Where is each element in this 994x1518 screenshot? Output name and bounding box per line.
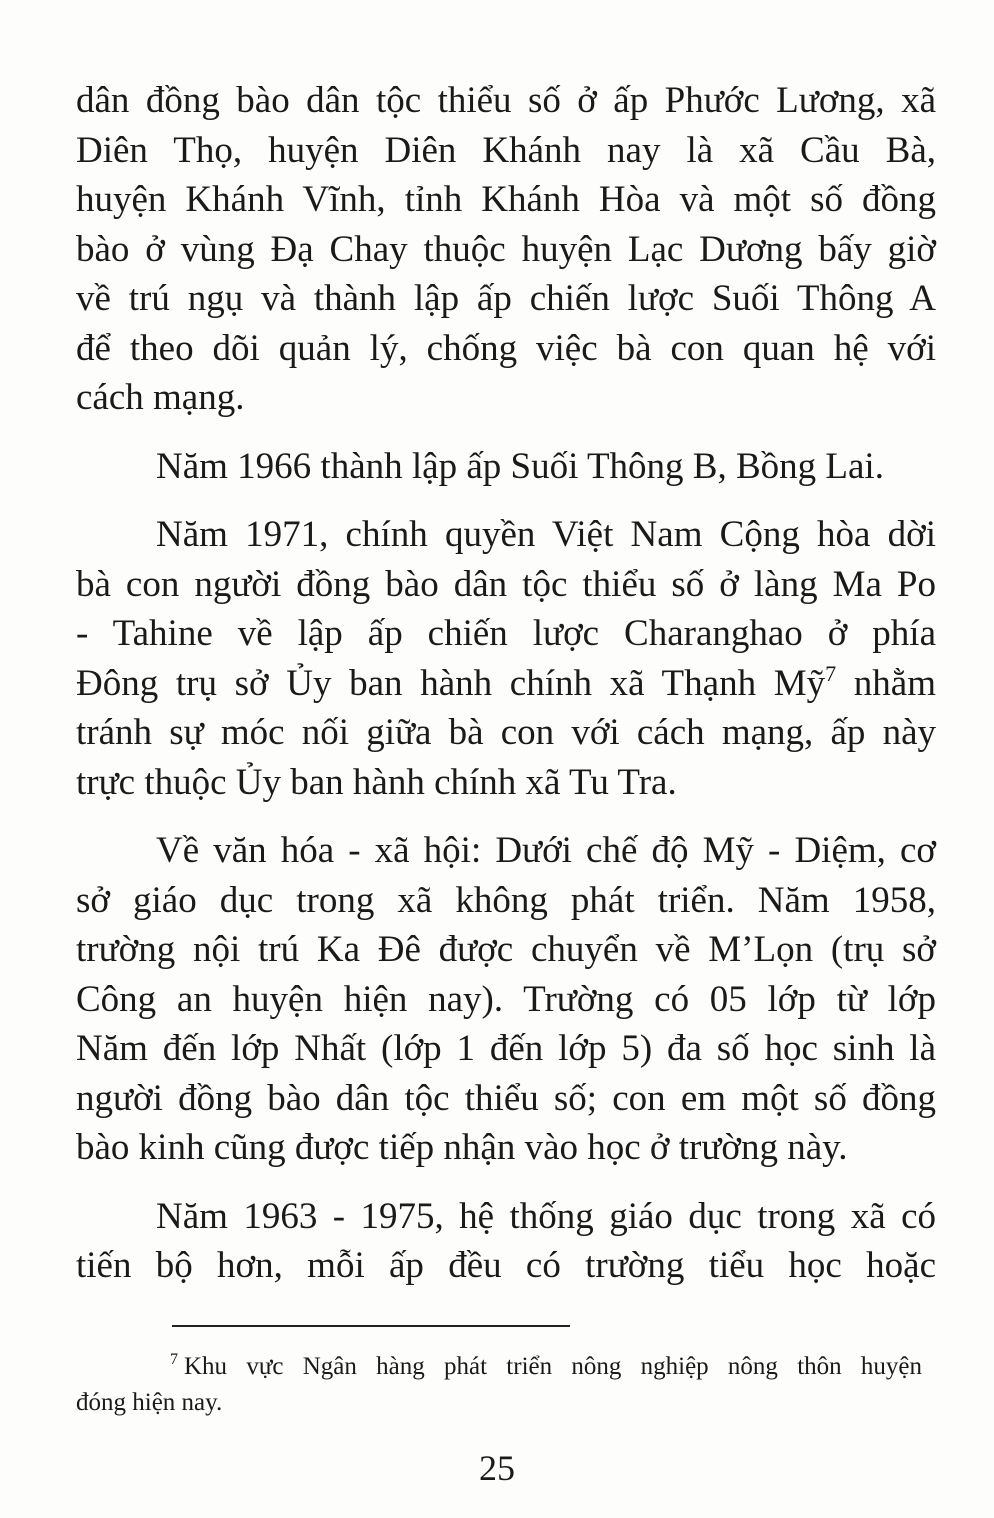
text-line: tránh sự móc nối giữa bà con với cách mạng, ấp này: [76, 712, 936, 753]
footnote: [76, 1349, 922, 1421]
paragraph: [76, 442, 936, 492]
text-line: trực thuộc Ủy ban hành chính xã Tu Tra.: [76, 761, 677, 803]
text-line: Năm 1971, chính quyền Việt Nam Cộng hòa dời: [156, 514, 936, 555]
text-line: người đồng bào dân tộc thiểu số; con em một số đồng: [76, 1077, 936, 1119]
text-line: Về văn hóa - xã hội: Dưới chế độ Mỹ - Diệm, cơ: [156, 830, 936, 871]
footnote-text: Khu vực Ngân hàng phát triển nông nghiệp nông thôn huyện: [184, 1353, 922, 1380]
text-line: để theo dõi quản lý, chống việc bà con quan hệ với: [76, 327, 936, 369]
paragraph: [76, 826, 936, 1173]
footnote-line: đóng hiện nay.: [76, 1389, 223, 1416]
text-line: dân đồng bào dân tộc thiểu số ở ấp Phước Lương, xã: [76, 80, 936, 121]
text-line: bào kinh cũng được tiếp nhận vào học ở trường này.: [76, 1127, 848, 1168]
text-line: tiến bộ hơn, mỗi ấp đều có trường tiểu học hoặc: [76, 1245, 936, 1286]
footnote-marker: 7: [170, 1351, 178, 1368]
text-line: Công an huyện hiện nay). Trường có 05 lớp từ lớp: [76, 978, 936, 1020]
paragraph: [76, 1192, 936, 1291]
text-line: cách mạng.: [76, 377, 245, 418]
text-line: Năm 1963 - 1975, hệ thống giáo dục trong xã có: [156, 1195, 936, 1237]
text-line: huyện Khánh Vĩnh, tỉnh Khánh Hòa và một số đồng: [76, 179, 936, 220]
footnote-line: [76, 1349, 922, 1385]
text-line: Diên Thọ, huyện Diên Khánh nay là xã Cầu Bà,: [76, 129, 936, 171]
text-line: sở giáo dục trong xã không phát triển. Năm 1958,: [76, 879, 936, 921]
text-line: trường nội trú Ka Đê được chuyển về M’Lọn (trụ sở: [76, 929, 936, 970]
footnote-reference[interactable]: 7: [825, 660, 837, 686]
text-line: bà con người đồng bào dân tộc thiểu số ở làng Ma Po: [76, 563, 936, 605]
paragraph: [76, 76, 936, 423]
text-line-with-footnote: [76, 659, 936, 709]
text-segment: nhằm: [836, 662, 936, 704]
text-line: Năm đến lớp Nhất (lớp 1 đến lớp 5) đa số học sinh là: [76, 1028, 936, 1069]
page-number: 25: [479, 1448, 515, 1488]
footnote-separator: [172, 1325, 570, 1327]
text-segment: Đông trụ sở Ủy ban hành chính xã Thạnh Mỹ: [76, 662, 826, 704]
text-line: Năm 1966 thành lập ấp Suối Thông B, Bồng Lai.: [156, 445, 884, 487]
body-text: [76, 76, 936, 1291]
text-line: về trú ngụ và thành lập ấp chiến lược Suối Thông A: [76, 278, 936, 319]
text-line: bào ở vùng Đạ Chay thuộc huyện Lạc Dương bấy giờ: [76, 228, 936, 270]
paragraph: [76, 510, 936, 807]
text-line: - Tahine về lập ấp chiến lược Charanghao ở phía: [76, 613, 936, 654]
